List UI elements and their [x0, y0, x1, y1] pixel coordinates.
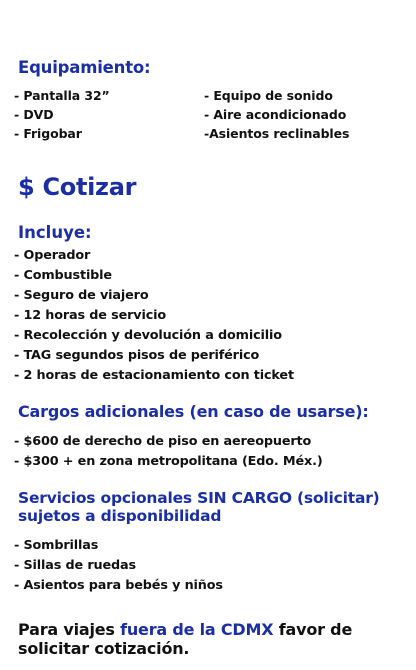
equipamiento-item-asientos: -Asientos reclinables	[204, 126, 350, 141]
servicios-heading: Servicios opcionales SIN CARGO (solicitar) sujetos a disponibilidad	[18, 489, 380, 525]
list-item: - Sombrillas	[14, 538, 99, 553]
cargos-list	[14, 432, 323, 472]
list-item: - Combustible	[14, 268, 112, 283]
list-item: - $300 + en zona metropolitana (Edo. Méx.)	[14, 454, 323, 469]
equipamiento-item-aire: - Aire acondicionado	[204, 107, 347, 122]
equipamiento-heading: Equipamiento:	[18, 58, 151, 77]
cargos-heading: Cargos adicionales (en caso de usarse):	[18, 402, 369, 421]
cotizacion-note	[18, 620, 408, 658]
list-item: - TAG segundos pisos de periférico	[14, 348, 260, 363]
cotizacion-note-lead: Para viajes	[18, 620, 121, 639]
list-item: - Operador	[14, 248, 91, 263]
list-item: - Asientos para bebés y niños	[14, 578, 223, 593]
equipamiento-item-pantalla: - Pantalla 32”	[14, 88, 110, 103]
list-item: - $600 de derecho de piso en aereopuerto	[14, 434, 312, 449]
list-item: - Seguro de viajero	[14, 288, 149, 303]
cotizar-heading: $ Cotizar	[18, 173, 137, 201]
list-item: - 2 horas de estacionamiento con ticket	[14, 368, 294, 383]
cotizacion-note-tail: favor de solicitar cotización.	[18, 620, 353, 658]
equipamiento-list	[14, 86, 404, 143]
incluye-heading: Incluye:	[18, 223, 92, 242]
equipamiento-item-sonido: - Equipo de sonido	[204, 88, 333, 103]
list-item: - Sillas de ruedas	[14, 558, 136, 573]
servicios-list	[14, 536, 223, 596]
cotizacion-note-highlight: fuera de la CDMX	[120, 620, 274, 639]
list-item: - 12 horas de servicio	[14, 308, 167, 323]
incluye-list	[14, 246, 294, 386]
equipamiento-item-dvd: - DVD	[14, 107, 54, 122]
equipamiento-item-frigobar: - Frigobar	[14, 126, 82, 141]
list-item: - Recolección y devolución a domicilio	[14, 328, 282, 343]
